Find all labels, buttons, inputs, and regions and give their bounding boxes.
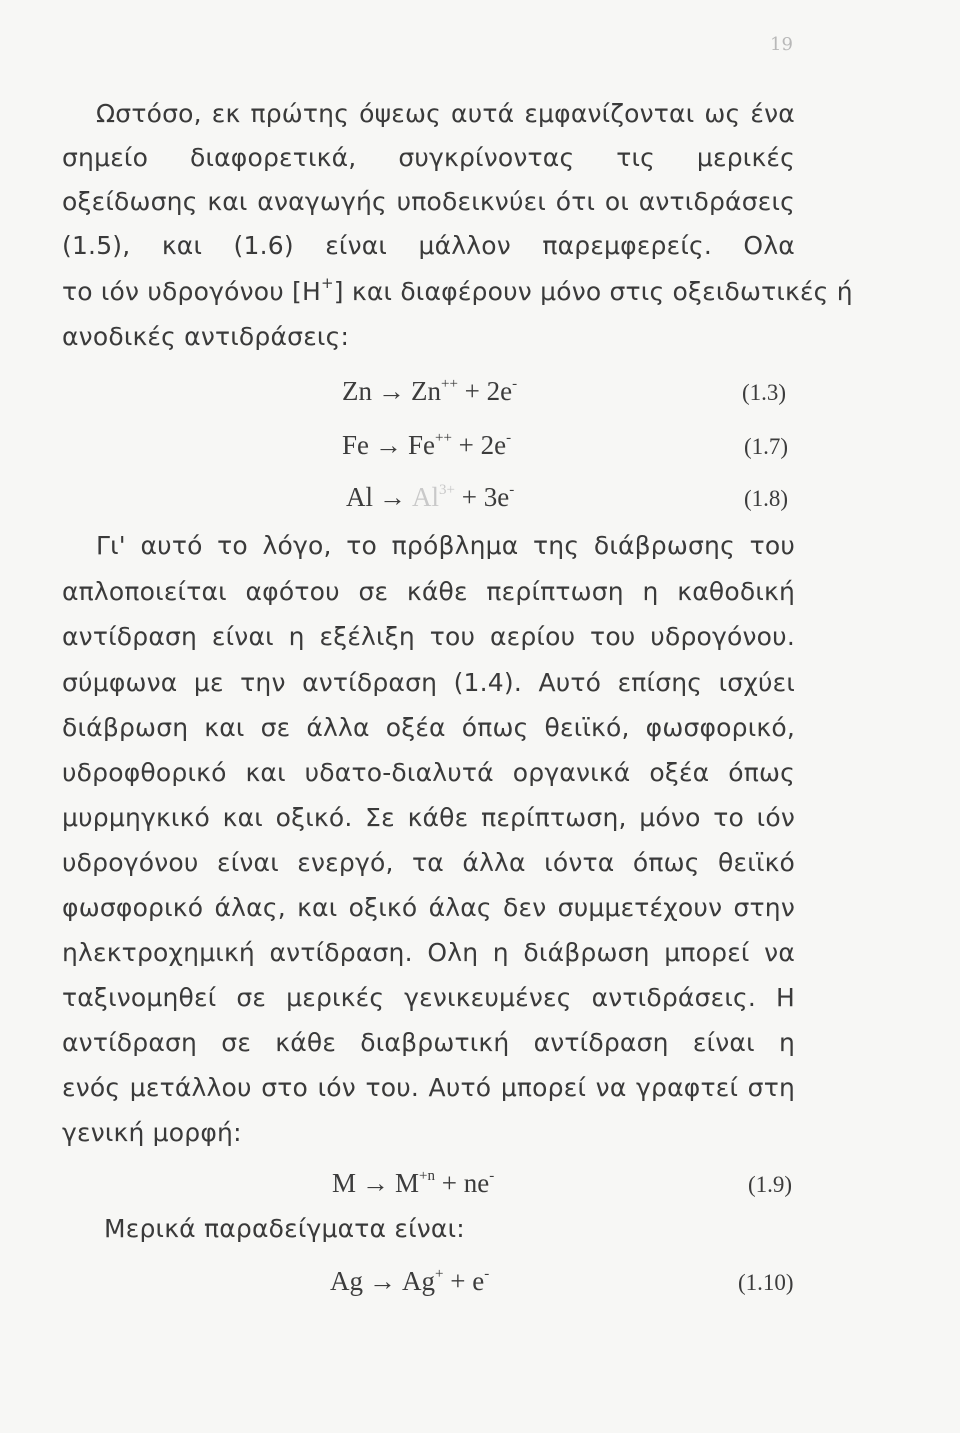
eq-rest: + 2e [458,430,507,460]
eq-charge: + [435,1266,444,1282]
equation [332,1168,494,1198]
text-line: σύμφωνα με την αντίδραση (1.4). Αυτό επίσης ισχύει [62,668,795,697]
text-line: ανοδικές αντιδράσεις: [62,322,350,351]
eq-charge: ++ [435,430,452,446]
text-line: διάβρωση και σε άλλα οξέα όπως θειϊκό, φωσφορικό, [62,713,795,742]
text-line: ηλεκτροχημική αντίδραση. Ολη η διάβρωση μπορεί να [62,938,795,967]
eq-charge: 3+ [439,482,455,498]
text-line: γενική μορφή: [62,1118,242,1147]
arrow-icon: → [362,1168,390,1198]
eq-right: Fe [408,430,435,460]
equation [342,430,511,460]
arrow-icon: → [375,430,402,460]
eq-charge: +n [419,1168,435,1184]
eq-left: Ag [330,1266,363,1296]
eq-rest: + 3e [461,482,510,512]
page-number: 19 [770,34,793,55]
eq-right: Zn [411,376,441,406]
equation [330,1266,489,1296]
eq-rest: + e [450,1266,485,1296]
eq-rest-charge: - [506,430,512,446]
text-fragment: το ιόν υδρογόνου [H [62,277,322,306]
eq-left: Zn [342,376,372,406]
equation [342,376,517,406]
eq-rest-charge: - [484,1266,490,1282]
arrow-icon: → [379,482,406,512]
text-line: υδροφθορικό και υδατο-διαλυτά οργανικά οξέα όπως [62,758,795,787]
equation-number: (1.10) [738,1270,794,1295]
examples-label: Μερικά παραδείγματα είναι: [104,1214,465,1243]
text-line: αντίδραση σε κάθε διαβρωτική αντίδραση είναι η [62,1028,795,1057]
equation-number: (1.7) [744,434,789,459]
eq-rest-charge: - [509,482,515,498]
text-line: ενός μετάλλου στο ιόν του. Αυτό μπορεί να γραφτεί στη [62,1073,795,1102]
eq-left: M [332,1168,357,1198]
equation-number: (1.9) [748,1172,793,1197]
text-line: μυρμηγκικό και οξικό. Σε κάθε περίπτωση, μόνο το ιόν [62,803,795,832]
eq-charge: ++ [441,376,458,392]
text-line: φωσφορικό άλας, και οξικό άλας δεν συμμετέχουν στην [62,893,795,922]
text-fragment: ] και διαφέρουν μόνο στις οξειδωτικές ή [333,277,853,306]
eq-right: M [395,1168,420,1198]
eq-left: Fe [342,430,369,460]
arrow-icon: → [369,1266,396,1296]
equation-number: (1.8) [744,486,789,511]
arrow-icon: → [378,376,405,406]
superscript: + [321,274,334,292]
eq-rest-charge: - [512,376,518,392]
text-line [62,274,853,307]
eq-left: Al [346,482,373,512]
eq-rest: + ne [441,1168,490,1198]
eq-right: Al [412,482,439,512]
eq-right: Ag [402,1266,435,1296]
text-line: αντίδραση είναι η εξέλιξη του αερίου του υδρογόνου. [62,622,795,651]
text-line: οξείδωσης και αναγωγής υποδεικνύει ότι οι αντιδράσεις [62,187,795,216]
eq-rest-charge: - [489,1168,495,1184]
text-line: σημείο διαφορετικά, συγκρίνοντας τις μερικές [62,143,795,172]
equation-number: (1.3) [742,380,787,405]
text-line: απλοποιείται αφότου σε κάθε περίπτωση η καθοδική [62,577,795,606]
text-line: (1.5), και (1.6) είναι μάλλον παρεμφερείς. Ολα [62,231,795,260]
eq-rest: + 2e [464,376,513,406]
text-line: Γι' αυτό το λόγο, το πρόβλημα της διάβρωσης του [96,531,795,560]
text-line: υδρογόνου είναι ενεργό, τα άλλα ιόντα όπως θειϊκό [62,848,795,877]
text-line: Ωστόσο, εκ πρώτης όψεως αυτά εμφανίζονται ως ένα [96,99,795,128]
equation [346,482,514,512]
text-line: ταξινομηθεί σε μερικές γενικευμένες αντιδράσεις. Η [62,983,795,1012]
